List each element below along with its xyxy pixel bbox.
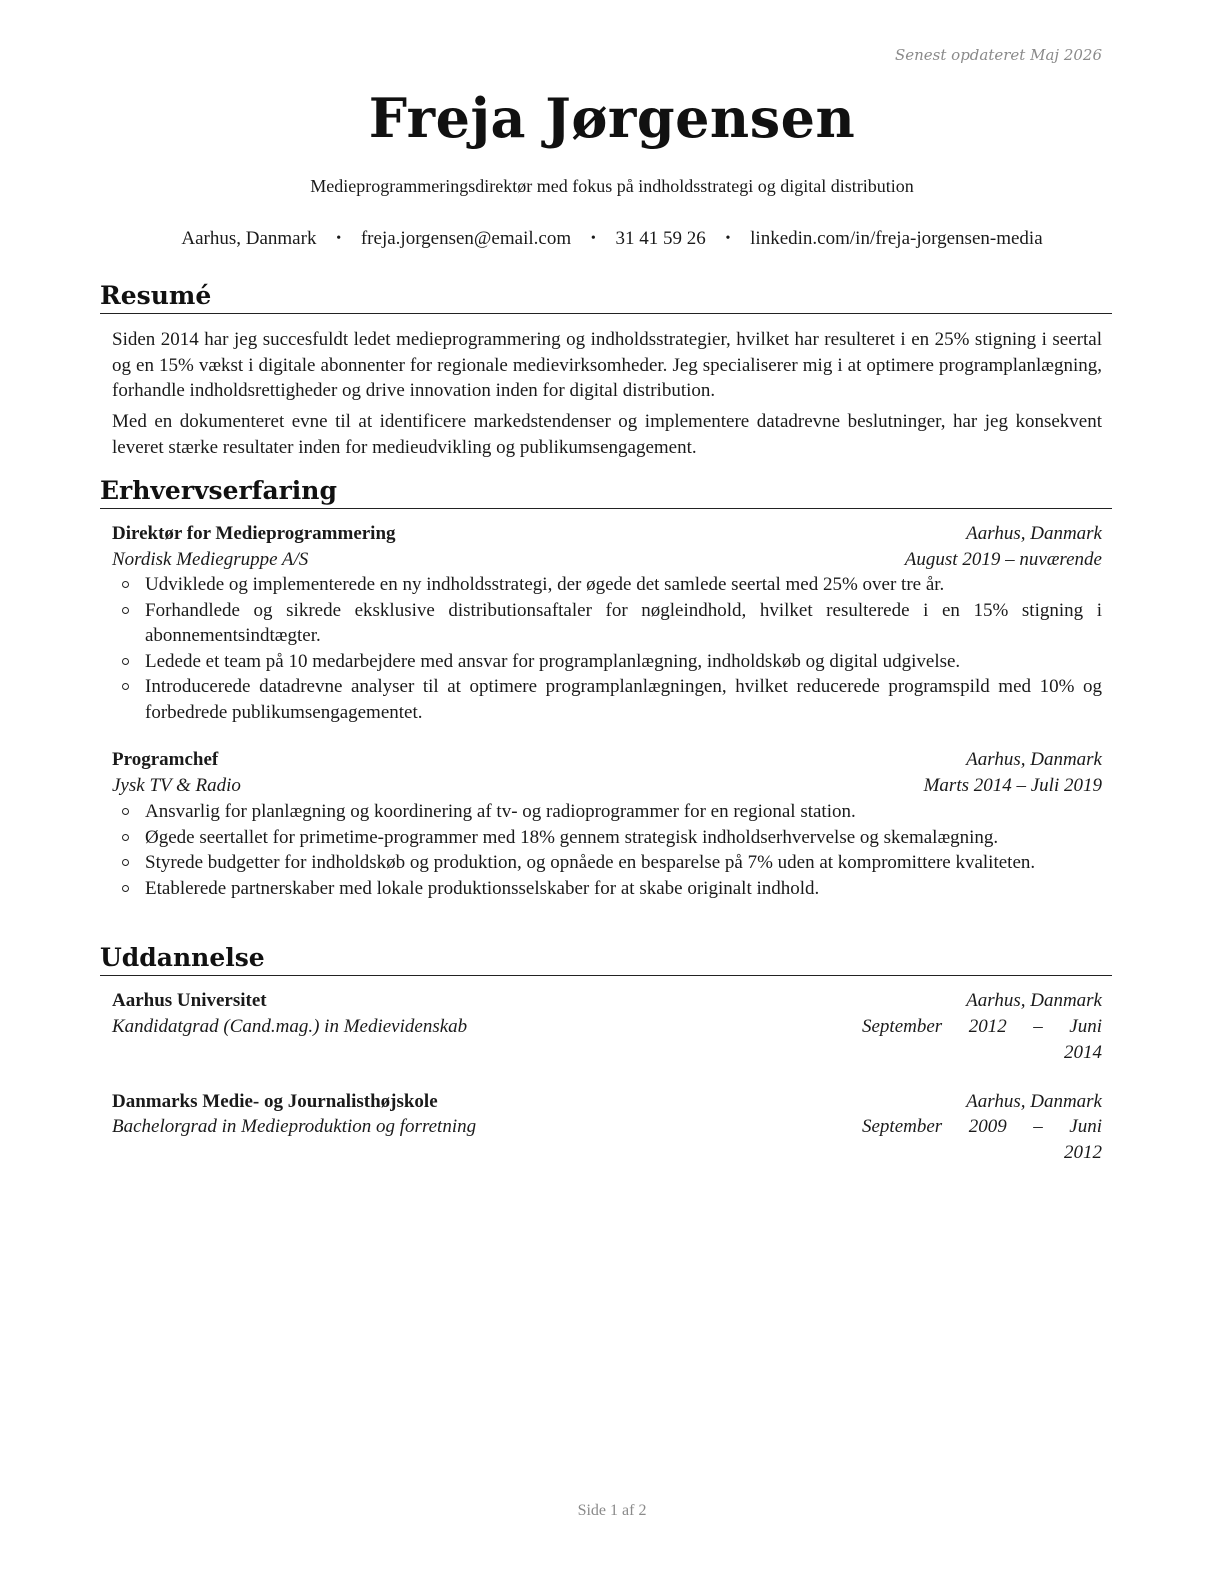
contact-email[interactable]: freja.jorgensen@email.com bbox=[360, 228, 572, 249]
section-title-experience: Erhvervserfaring bbox=[100, 475, 1112, 509]
list-item: Etablerede partnerskaber med lokale produktionsselskaber for at skabe originalt indhold. bbox=[112, 876, 1102, 902]
job-location: Aarhus, Danmark bbox=[966, 523, 1102, 544]
job-company: Jysk TV & Radio bbox=[112, 775, 241, 796]
job-subheader bbox=[112, 773, 1102, 799]
contact-linkedin[interactable]: linkedin.com/in/freja-jorgensen-media bbox=[750, 228, 1043, 249]
school-name: Danmarks Medie- og Journalisthøjskole bbox=[112, 1091, 438, 1112]
separator-dot: • bbox=[590, 231, 596, 246]
list-item: Introducerede datadrevne analyser til at optimere programplanlægningen, hvilket reducerede programspild med 10% og forbedrede publikumsengagementet. bbox=[112, 674, 1102, 725]
school-dates: September 2012 – Juni 2014 bbox=[862, 1016, 1102, 1063]
summary-paragraph: Siden 2014 har jeg succesfuldt ledet medieprogrammering og indholdsstrategier, hvilket har resulteret i en 25% stigning i seertal og en 15% vækst i digitale abonnenter for regionale medievirksomheder. Jeg specialiserer mig i at optimere programplanlægning, forhandle indholdsrettigheder og drive innovation inden for digital distribution. bbox=[112, 329, 1102, 401]
job-header bbox=[112, 521, 1102, 547]
school-name: Aarhus Universitet bbox=[112, 990, 267, 1011]
last-updated: Senest opdateret Maj 2026 bbox=[894, 46, 1102, 64]
job-subheader bbox=[112, 547, 1102, 573]
school-header bbox=[112, 988, 1102, 1014]
contact-phone: 31 41 59 26 bbox=[615, 228, 706, 249]
section-title-education: Uddannelse bbox=[100, 942, 1112, 976]
school-dates: September 2009 – Juni 2012 bbox=[862, 1116, 1102, 1163]
summary-paragraph: Med en dokumenteret evne til at identificere markedstendenser og implementere datadrevne beslutninger, har jeg konsekvent leveret stærke resultater inden for medieudvikling og publikumsengagement. bbox=[112, 411, 1102, 458]
job-dates: Marts 2014 – Juli 2019 bbox=[923, 775, 1102, 796]
list-item: Ansvarlig for planlægning og koordinering af tv- og radioprogrammer for en regional station. bbox=[112, 799, 1102, 825]
school-degree: Bachelorgrad in Medieproduktion og forretning bbox=[112, 1116, 477, 1137]
separator-dot: • bbox=[336, 231, 342, 246]
contact-line bbox=[0, 228, 1224, 250]
page-number: Side 1 af 2 bbox=[577, 1502, 647, 1519]
list-item: Udviklede og implementerede en ny indholdsstrategi, der øgede det samlede seertal med 25% over tre år. bbox=[112, 572, 1102, 598]
contact-location: Aarhus, Danmark bbox=[181, 228, 317, 249]
list-item: Øgede seertallet for primetime-programmer med 18% gennem strategisk indholdserhvervelse og skemalægning. bbox=[112, 825, 1102, 851]
job-dates: August 2019 – nuværende bbox=[904, 549, 1102, 570]
list-item: Styrede budgetter for indholdskøb og produktion, og opnåede en besparelse på 7% uden at kompromittere kvaliteten. bbox=[112, 850, 1102, 876]
separator-dot: • bbox=[725, 231, 731, 246]
school-degree: Kandidatgrad (Cand.mag.) in Medievidenskab bbox=[112, 1016, 468, 1037]
school-location: Aarhus, Danmark bbox=[966, 1091, 1102, 1112]
section-title-summary: Resumé bbox=[100, 280, 1112, 314]
job-bullets bbox=[112, 799, 1102, 901]
school-header bbox=[112, 1089, 1102, 1115]
tagline: Medieprogrammeringsdirektør med fokus på indholdsstrategi og digital distribution bbox=[310, 176, 914, 196]
school-location: Aarhus, Danmark bbox=[966, 990, 1102, 1011]
job-company: Nordisk Mediegruppe A/S bbox=[112, 549, 309, 570]
job-location: Aarhus, Danmark bbox=[966, 749, 1102, 770]
job-role: Programchef bbox=[112, 749, 219, 770]
candidate-name: Freja Jørgensen bbox=[368, 86, 856, 150]
list-item: Ledede et team på 10 medarbejdere med ansvar for programplanlægning, indholdskøb og digital udgivelse. bbox=[112, 649, 1102, 675]
job-role: Direktør for Medieprogrammering bbox=[112, 523, 396, 544]
job-header bbox=[112, 747, 1102, 773]
list-item: Forhandlede og sikrede eksklusive distributionsaftaler for nøgleindhold, hvilket resulterede i en 15% stigning i abonnementsindtægter. bbox=[112, 598, 1102, 649]
job-bullets bbox=[112, 572, 1102, 725]
